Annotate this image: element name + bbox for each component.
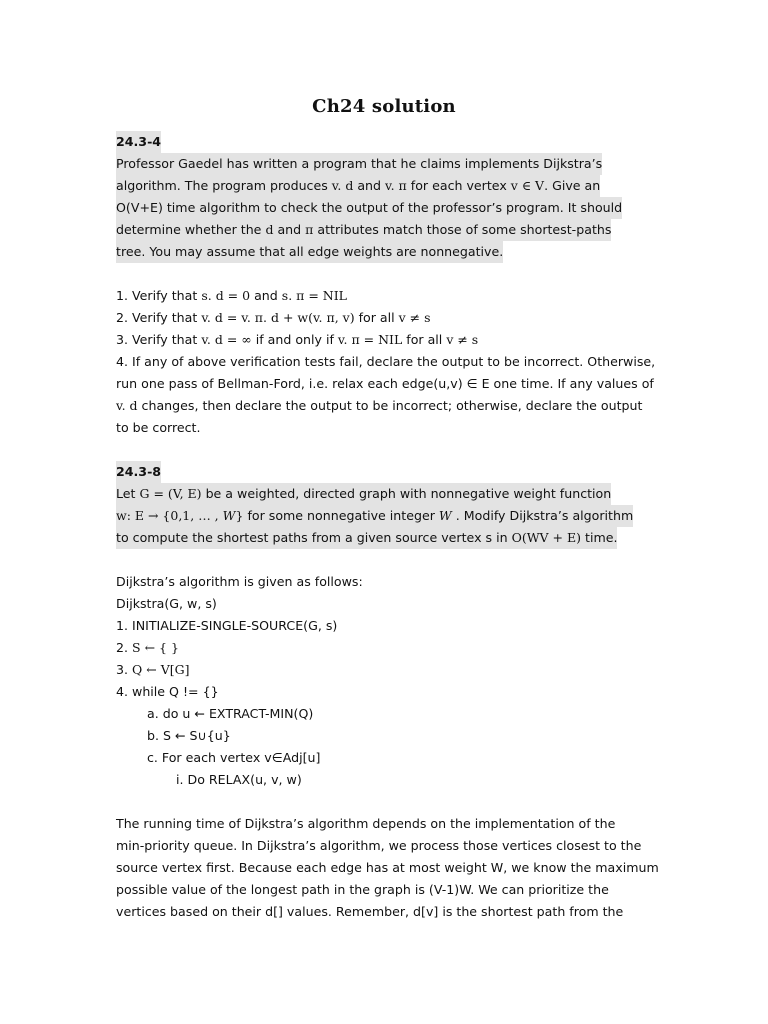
- math: w: E → {0,1, … ,: [116, 508, 223, 523]
- math: v. d = v. π. d + w(v. π, v): [201, 310, 355, 325]
- question-line: O(V+E) time algorithm to check the output of the professor’s program. It should: [116, 197, 622, 219]
- answer-line: v. d changes, then declare the output to be incorrect; otherwise, declare the output: [116, 398, 643, 413]
- answer-line: to be correct.: [116, 420, 201, 435]
- math: v. d: [331, 178, 354, 193]
- answer-line: run one pass of Bellman-Ford, i.e. relax each edge(u,v) ∈ E one time. If any values of: [116, 376, 654, 391]
- answer-line: 2. S ← { }: [116, 640, 179, 655]
- question-line: w: E → {0,1, … , W} for some nonnegative integer W . Modify Dijkstra’s algorithm: [116, 505, 633, 527]
- answer-line: c. For each vertex v∈Adj[u]: [147, 750, 321, 765]
- answer-line: b. S ← S∪{u}: [147, 728, 231, 743]
- exercise-number: 24.3-4: [116, 131, 161, 153]
- answer-line: min-priority queue. In Dijkstra’s algorithm, we process those vertices closest to the: [116, 838, 642, 853]
- math: v. d: [116, 398, 138, 413]
- question-line: Professor Gaedel has written a program that he claims implements Dijkstra’s: [116, 153, 602, 175]
- math: v ∈ V: [510, 178, 545, 193]
- answer-line: possible value of the longest path in the graph is (V-1)W. We can prioritize the: [116, 882, 609, 897]
- math: d: [265, 222, 274, 237]
- math: O(WV + E): [511, 530, 581, 545]
- answer-line: i. Do RELAX(u, v, w): [176, 772, 302, 787]
- math: s. π = NIL: [281, 288, 347, 303]
- math: S ← { }: [132, 640, 179, 655]
- math: v ≠ s: [446, 332, 479, 347]
- answer-line: The running time of Dijkstra’s algorithm depends on the implementation of the: [116, 816, 616, 831]
- answer-line: 1. INITIALIZE-SINGLE-SOURCE(G, s): [116, 618, 338, 633]
- answer-line: source vertex first. Because each edge has at most weight W, we know the maximum: [116, 860, 659, 875]
- exercise-number: 24.3-8: [116, 461, 161, 483]
- answer-line: 2. Verify that v. d = v. π. d + w(v. π, v) for all v ≠ s: [116, 310, 431, 325]
- page-title: Ch24 solution: [312, 96, 456, 117]
- answer-line: 3. Q ← V[G]: [116, 662, 190, 677]
- math: v. π = NIL: [337, 332, 403, 347]
- math: }: [235, 508, 244, 523]
- math: W: [438, 508, 452, 523]
- answer-line: 3. Verify that v. d = ∞ if and only if v. π = NIL for all v ≠ s: [116, 332, 479, 347]
- math: s. d = 0: [201, 288, 251, 303]
- math: v. d = ∞: [201, 332, 252, 347]
- question-line: algorithm. The program produces v. d and v. π for each vertex v ∈ V. Give an: [116, 175, 600, 197]
- answer-line: vertices based on their d[] values. Remember, d[v] is the shortest path from the: [116, 904, 624, 919]
- math: v. π: [385, 178, 407, 193]
- math: W: [222, 508, 236, 523]
- answer-line: 4. If any of above verification tests fail, declare the output to be incorrect. Otherwise,: [116, 354, 656, 369]
- question-line: tree. You may assume that all edge weights are nonnegative.: [116, 241, 503, 263]
- question-line: determine whether the d and π attributes match those of some shortest-paths: [116, 219, 611, 241]
- math: G = (V, E): [139, 486, 202, 501]
- question-line: to compute the shortest paths from a given source vertex s in O(WV + E) time.: [116, 527, 617, 549]
- answer-line: 4. while Q != {}: [116, 684, 219, 699]
- math: π: [305, 222, 314, 237]
- question-line: Let G = (V, E) be a weighted, directed graph with nonnegative weight function: [116, 483, 611, 505]
- answer-line: Dijkstra’s algorithm is given as follows:: [116, 574, 363, 589]
- answer-line: a. do u ← EXTRACT-MIN(Q): [147, 706, 314, 721]
- answer-line: Dijkstra(G, w, s): [116, 596, 217, 611]
- answer-line: 1. Verify that s. d = 0 and s. π = NIL: [116, 288, 347, 303]
- math: Q ← V[G]: [132, 662, 190, 677]
- math: v ≠ s: [398, 310, 431, 325]
